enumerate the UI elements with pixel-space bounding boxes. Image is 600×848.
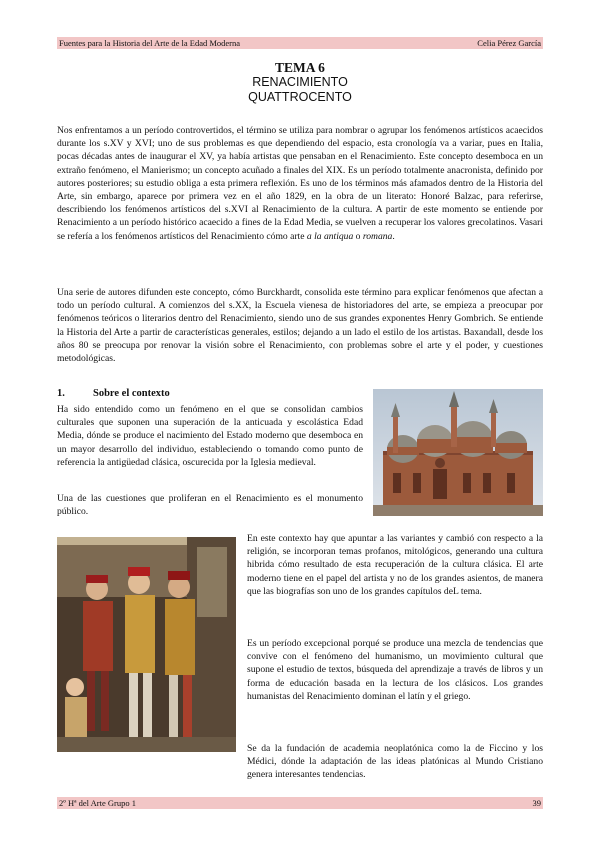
intro-paragraph [57,124,543,243]
title-block [57,60,543,105]
page-footer [57,797,543,809]
header-author: Celia Pérez García [477,38,541,48]
header-course-title: Fuentes para la Historia del Arte de la Edad Moderna [59,38,241,48]
page-header [57,37,543,49]
intro-italic-2: romana [362,230,393,242]
humanism-paragraph: Es un período excepcional porqué se produce una mezcla de tendencias que convive con el fenómeno del humanismo, un movimiento cultural que supone el estudio de textos, búsqueda del aprendizaje a través de libros y un forma de educación basada en la lectura de los clásicos. Los grandes humanistas del Renacimiento dominan el latín y el griego. [247,638,543,702]
page-number: 39 [532,798,541,808]
intro-text: Nos enfrentamos a un período controvertidos, el término se utiliza para nombrar o agrupar los fenómenos artísticos acaecidos durante los s.XV y XVI; uno de sus problemas es que dependiendo del espacio, esta cronología va a variar, pues en Italia, pocas décadas antes de inaugurar el XV, ya había artistas que pensaban en el Renacimiento. Este concepto desemboca en un extraño fenómeno, el Manierismo; un concepto acuñado a finales del XIX. Es un período totalmente anacronista, definido por autores posteriores; su estudio obliga a esta primera reflexión. Es uno de los términos más afamados dentro de la Historia del Arte, sin embargo, aparece por primera vez en el año 1829, en la obra de un literato: Honoré Balzac, para referirse, describiendo los fenómenos artísticos del s.XVI al Renacimiento de la cultura. A partir de este momento se entiende por Renacimiento a un período histórico acaecido a fines de la Edad Media, se vuelven a recuperar los valores grecolatinos. Vasari se refería a los fenómenos artísticos del Renacimiento cómo arte [57,125,543,242]
basilica-photo [373,389,543,516]
section-number: 1. [57,388,65,399]
fresco-painting-image [57,537,236,752]
section-title: Sobre el contexto [93,388,170,399]
religion-paragraph: En este contexto hay que apuntar a las variantes y cambió con respecto a la religión, se incorporan temas profanos, mitológicos, generando una cultura hibrida cómo resultado de esta recuperación de la cultura clásica. El arte moderno tiene en el papel del artista y no de los grandes asientos, de manera que las biografías son uno de los grandes capítulos deL tema. [247,533,543,597]
footer-group: 2º Hª del Arte Grupo 1 [59,798,136,808]
intro-italic-1: a la antiqua [306,230,354,242]
authors-paragraph: Una serie de autores difunden este concepto, cómo Burckhardt, consolida este término para explicar fenómenos que afectan a todo un período cultural. A comienzos del s.XX, la Escuela vienesa de historiadores del arte, se empieza a preocupar por fenómenos teóricos o literarios dentro del Renacimiento, siendo uno de sus grandes exponentes Henry Gombrich. Se entiende la Historia del Arte a partir de características generales, estilos; dejando a un lado el estilo de los artistas. Baxandall, desde los años 80 se preocupa por renovar la visión sobre el Renacimiento, con problemas sobre el arte y el poder, y cuestiones metodológicas. [57,287,543,365]
academy-paragraph: Se da la fundación de academia neoplatónica como la de Ficcino y los Médici, dónde la adaptación de las ideas platónicas al Mundo Cristiano genera interesantes tendencias. [247,743,543,781]
monument-paragraph: Una de las cuestiones que proliferan en el Renacimiento es el monumento público. [57,493,363,518]
topic-subtitle-2: QUATTROCENTO [248,90,352,104]
intro-connector: o [353,230,363,242]
topic-title: TEMA 6 [275,60,325,75]
intro-end: . [392,230,395,242]
section-heading [57,388,170,399]
context-paragraph: Ha sido entendido como un fenómeno en el que se consolidan cambios culturales que suponen una superación de la anticuada y escolástica Edad Media, dónde se produce el nacimiento del Estado moderno que desemboca en un mayor desarrollo del individuo, estableciendo o tomando como punto de referencia la antigüedad clásica, oscurecida por la Iglesia medieval. [57,404,363,468]
topic-subtitle-1: RENACIMIENTO [252,75,348,89]
